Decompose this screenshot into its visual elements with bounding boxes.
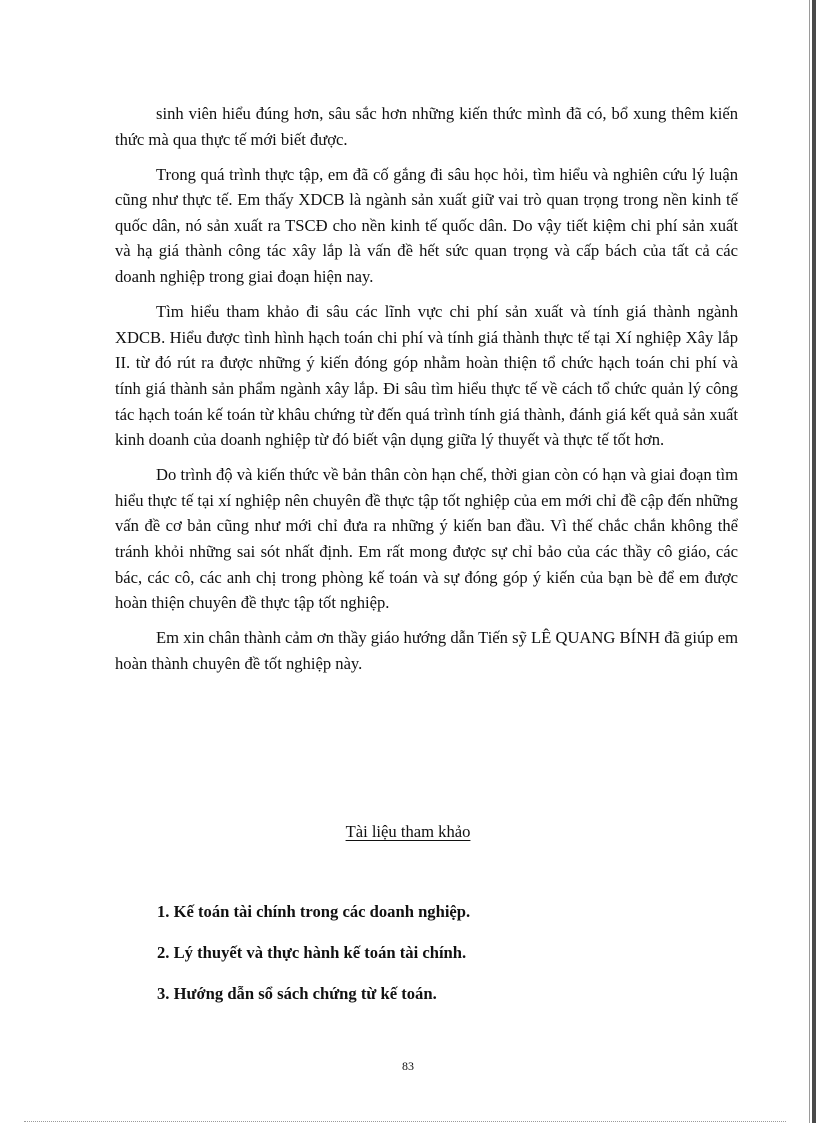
paragraph-thanks: Em xin chân thành cảm ơn thầy giáo hướng dẫn Tiến sỹ LÊ QUANG BÍNH đã giúp em hoàn thành chuyên đề tốt nghiệp này. (115, 628, 738, 673)
reference-item: 3. Hướng dẫn sổ sách chứng từ kế toán. (157, 984, 437, 1003)
reference-item: 1. Kế toán tài chính trong các doanh nghiệp. (157, 902, 471, 921)
paragraph-limitations: Do trình độ và kiến thức về bản thân còn hạn chế, thời gian còn có hạn và giai đoạn tìm hiểu thực tế tại xí nghiệp nên chuyên đề thực tập tốt nghiệp của em mới chỉ đề cập đến những vấn đề cơ bản cũng như mới chỉ đưa ra những ý kiến ban đầu. Vì thế chắc chắn không thể tránh khỏi những sai sót nhất định. Em rất mong được sự chỉ bảo của các thầy cô giáo, các bác, các cô, các anh chị trong phòng kế toán và sự đóng góp ý kiến của bạn bè để em được hoàn thiện chuyên đề thực tập tốt nghiệp. (115, 465, 738, 613)
page-number: 83 (402, 1059, 414, 1073)
body-text (115, 101, 738, 686)
references-title: Tài liệu tham khảo (345, 822, 471, 841)
page-border-right (812, 0, 816, 1123)
reference-item: 2. Lý thuyết và thực hành kế toán tài chính. (157, 943, 467, 962)
references-list (157, 902, 717, 1025)
references-heading (0, 822, 816, 842)
page-border-bottom (24, 1121, 786, 1122)
paragraph-internship: Trong quá trình thực tập, em đã cố gắng đi sâu học hỏi, tìm hiểu và nghiên cứu lý luận cũng như thực tế. Em thấy XDCB là ngành sản xuất giữ vai trò quan trọng trong nền kinh tế quốc dân, nó sản xuất ra TSCĐ cho nền kinh tế quốc dân. Do vậy tiết kiệm chi phí sản xuất và hạ giá thành công tác xây lắp là vấn đề hết sức quan trọng và cấp bách của tất cả các doanh nghiệp trong giai đoạn hiện nay. (115, 164, 738, 287)
paragraph-continuation: sinh viên hiểu đúng hơn, sâu sắc hơn những kiến thức mình đã có, bổ xung thêm kiến thức mà qua thực tế mới biết được. (115, 104, 738, 149)
paragraph-research: Tìm hiểu tham khảo đi sâu các lĩnh vực chi phí sản xuất và tính giá thành ngành XDCB. Hiểu được tình hình hạch toán chi phí và tính giá thành thực tế tại Xí nghiệp Xây lắp II. từ đó rút ra được những ý kiến đóng góp nhằm hoàn thiện tổ chức hạch toán chi phí và tính giá thành sản phẩm ngành xây lắp. Đi sâu tìm hiểu thực tế về cách tổ chức quản lý công tác hạch toán kế toán từ khâu chứng từ đến quá trình tính giá thành, đánh giá kết quả sản xuất kinh doanh của doanh nghiệp từ đó biết vận dụng giữa lý thuyết và thực tế tốt hơn. (115, 302, 738, 450)
